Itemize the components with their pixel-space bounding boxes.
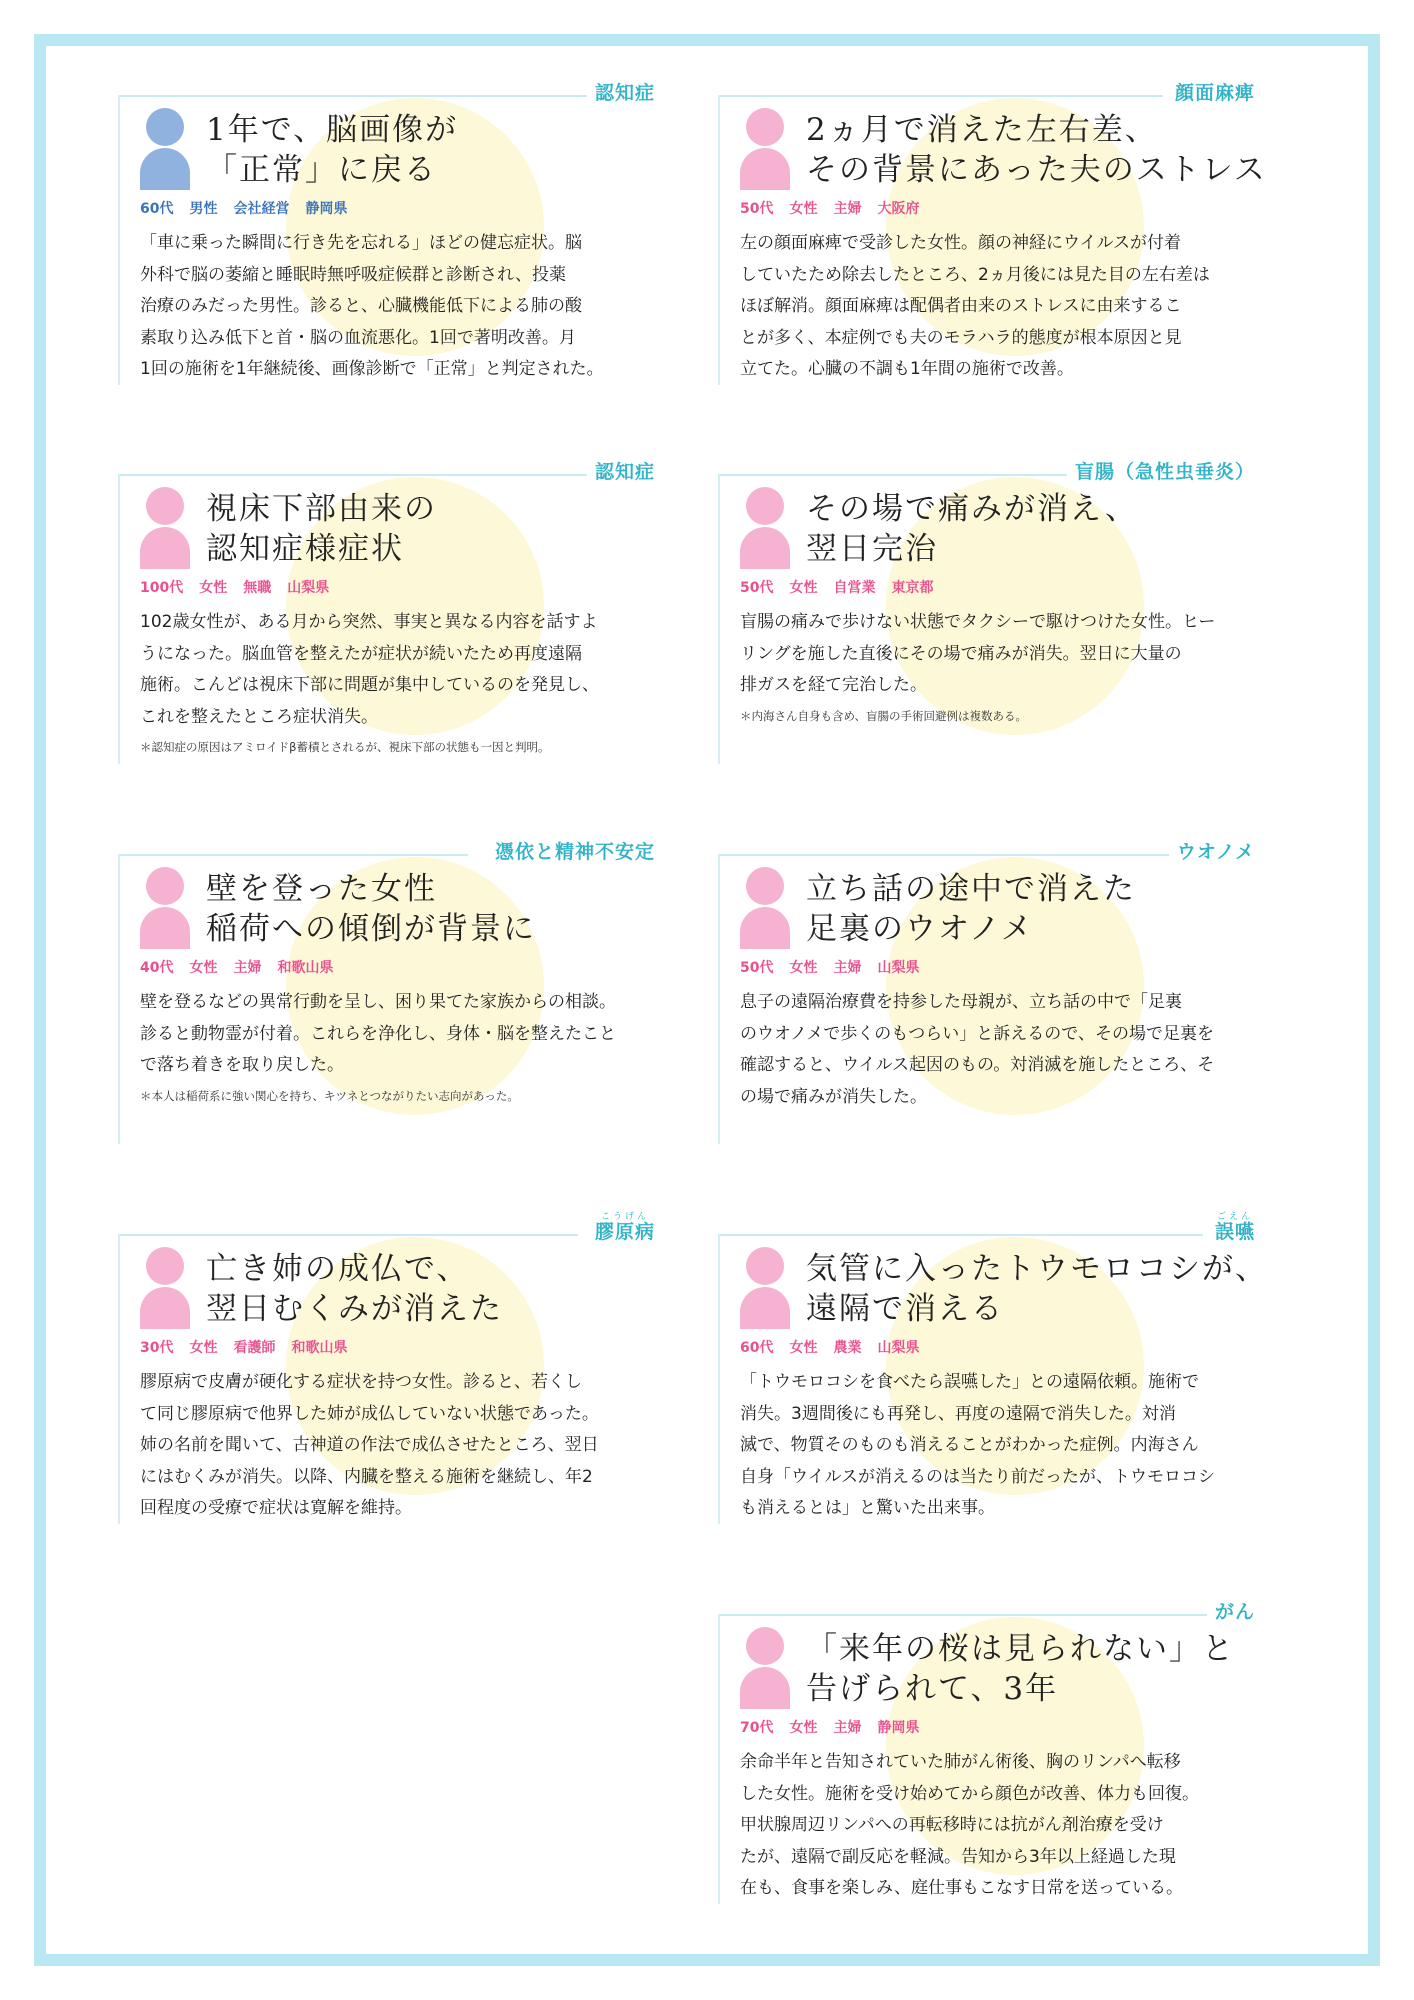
case-description bbox=[140, 1367, 665, 1525]
condition-tag-label: 盲腸（急性虫垂炎） bbox=[1074, 461, 1255, 483]
patient-info bbox=[140, 957, 349, 977]
case-description-line: 確認すると、ウイルス起因のもの。対消滅を施したところ、そ bbox=[740, 1055, 1215, 1075]
person-head bbox=[746, 1627, 784, 1665]
case-title bbox=[806, 1629, 1235, 1709]
person-body bbox=[740, 907, 790, 949]
case-title-line: 壁を登った女性 bbox=[206, 871, 437, 907]
patient-info-item: 女性 bbox=[789, 201, 818, 217]
case-description bbox=[140, 607, 665, 733]
female-person-icon bbox=[140, 867, 190, 949]
patient-info-item: 看護師 bbox=[233, 1340, 276, 1356]
case-description-line: うになった。脳血管を整えたが症状が続いたため再度遠隔 bbox=[140, 643, 582, 664]
patient-info-item: 女性 bbox=[199, 580, 228, 596]
header-rule bbox=[118, 1234, 578, 1236]
patient-info-item: 女性 bbox=[189, 1340, 218, 1356]
header-rule bbox=[718, 1234, 1203, 1236]
case-title-line: 立ち話の途中で消えた bbox=[806, 871, 1136, 907]
case-description-line: 壁を登るなどの異常行動を呈し、困り果てた家族からの相談。 bbox=[140, 992, 616, 1012]
patient-info-item: 山梨県 bbox=[287, 580, 330, 596]
case-card bbox=[718, 837, 1273, 1147]
case-description-line: リングを施した直後にその場で痛みが消失。翌日に大量の bbox=[740, 643, 1182, 664]
patient-info-item: 大阪府 bbox=[877, 201, 920, 217]
female-person-icon bbox=[740, 1247, 790, 1329]
condition-tag-label: 認知症 bbox=[594, 461, 655, 483]
case-card bbox=[718, 1212, 1273, 1527]
case-footnote: ＊認知症の原因はアミロイドβ蓄積とされるが、視床下部の状態も一因と判明。 bbox=[140, 740, 550, 754]
case-description-line: これを整えたところ症状消失。 bbox=[140, 706, 378, 727]
condition-tag bbox=[487, 837, 655, 864]
patient-info-item: 女性 bbox=[789, 1720, 818, 1736]
side-rule bbox=[118, 474, 120, 764]
header-rule bbox=[718, 95, 1163, 97]
case-title-line: 気管に入ったトウモロコシが、 bbox=[806, 1251, 1268, 1287]
case-description-line: 102歳女性が、ある月から突然、事実と異なる内容を話すよ bbox=[140, 612, 598, 632]
patient-info-item: 山梨県 bbox=[877, 1340, 920, 1356]
case-description-line: 余命半年と告知されていた肺がん術後、胸のリンパへ転移 bbox=[740, 1752, 1181, 1772]
side-rule bbox=[718, 474, 720, 764]
patient-info-item: 女性 bbox=[789, 960, 818, 976]
patient-info-item: 100代 bbox=[140, 580, 184, 596]
case-description-line: ほぼ解消。顔面麻痺は配偶者由来のストレスに由来するこ bbox=[740, 296, 1182, 316]
patient-info-item: 70代 bbox=[740, 1720, 774, 1736]
person-body bbox=[140, 527, 190, 569]
patient-info bbox=[140, 577, 345, 597]
patient-info-item: 静岡県 bbox=[877, 1720, 920, 1736]
side-rule bbox=[718, 1234, 720, 1524]
case-description-line: 立てた。心臓の不調も1年間の施術で改善。 bbox=[740, 359, 1074, 379]
case-description-line: 1回の施術を1年継続後、画像診断で「正常」と判定された。 bbox=[140, 359, 604, 379]
condition-tag bbox=[1167, 78, 1255, 105]
condition-tag bbox=[587, 457, 655, 484]
patient-info-item: 主婦 bbox=[833, 960, 862, 976]
case-description-line: 外科で脳の萎縮と睡眠時無呼吸症候群と診断され、投薬 bbox=[140, 264, 567, 285]
case-description-line: たが、遠隔で副反応を軽減。告知から3年以上経過した現 bbox=[740, 1846, 1176, 1867]
case-description-line: 治療のみだった男性。診ると、心臓機能低下による肺の酸 bbox=[140, 296, 582, 316]
person-body bbox=[140, 148, 190, 190]
header-rule bbox=[118, 474, 593, 476]
patient-info-item: 東京都 bbox=[891, 580, 934, 596]
case-description-line: にはむくみが消失。以降、内臓を整える施術を継続し、年2 bbox=[140, 1466, 593, 1487]
side-rule bbox=[118, 854, 120, 1144]
case-title-line: その場で痛みが消え、 bbox=[806, 491, 1138, 527]
case-description-line: 盲腸の痛みで歩けない状態でタクシーで駆けつけた女性。ヒー bbox=[740, 612, 1216, 632]
patient-info-item: 主婦 bbox=[833, 1720, 862, 1736]
case-description-line: 回程度の受療で症状は寛解を維持。 bbox=[140, 1498, 412, 1518]
condition-tag bbox=[1207, 1597, 1255, 1624]
patient-info bbox=[140, 1337, 363, 1357]
patient-info bbox=[740, 957, 935, 977]
header-rule bbox=[118, 95, 593, 97]
patient-info-item: 主婦 bbox=[833, 201, 862, 217]
case-card bbox=[718, 457, 1273, 767]
patient-info-item: 60代 bbox=[740, 1340, 774, 1356]
patient-info-item: 無職 bbox=[243, 580, 272, 596]
side-rule bbox=[118, 95, 120, 385]
patient-info bbox=[740, 1717, 935, 1737]
patient-info-item: 静岡県 bbox=[305, 201, 348, 217]
furigana: こうげん bbox=[600, 1212, 649, 1222]
patient-info-item: 40代 bbox=[140, 960, 174, 976]
case-title-line: 視床下部由来の bbox=[206, 491, 437, 527]
furigana: ごえん bbox=[1216, 1212, 1253, 1222]
patient-info bbox=[740, 1337, 935, 1357]
case-description-line: 膠原病で皮膚が硬化する症状を持つ女性。診ると、若くし bbox=[140, 1372, 582, 1392]
header-rule bbox=[718, 854, 1183, 856]
person-body bbox=[140, 1287, 190, 1329]
person-head bbox=[146, 1247, 184, 1285]
case-description-line: のウオノメで歩くのもつらい」と訴えるので、その場で足裏を bbox=[740, 1023, 1214, 1044]
case-card bbox=[118, 837, 673, 1147]
case-title-line: 「正常」に戻る bbox=[206, 152, 437, 188]
patient-info bbox=[140, 198, 363, 218]
patient-info-item: 農業 bbox=[833, 1340, 862, 1356]
case-title-line: 1年で、脳画像が bbox=[206, 112, 459, 148]
condition-tag-label: ウオノメ bbox=[1176, 841, 1255, 863]
case-title bbox=[806, 110, 1267, 190]
case-title bbox=[806, 489, 1138, 569]
case-title-line: 「来年の桜は見られない」と bbox=[806, 1631, 1235, 1667]
person-head bbox=[746, 108, 784, 146]
person-body bbox=[140, 907, 190, 949]
case-description-line: 「トウモロコシを食べたら誤嚥した」との遠隔依頼。施術で bbox=[740, 1372, 1199, 1392]
case-description-line: 素取り込み低下と首・脳の血流悪化。1回で著明改善。月 bbox=[140, 327, 576, 348]
header-rule bbox=[718, 474, 1073, 476]
female-person-icon bbox=[140, 1247, 190, 1329]
person-head bbox=[146, 487, 184, 525]
case-title-line: 遠隔で消える bbox=[806, 1291, 1004, 1327]
case-title bbox=[806, 869, 1136, 949]
patient-info-item: 会社経営 bbox=[233, 201, 290, 217]
condition-tag bbox=[587, 1212, 655, 1244]
patient-info-item: 女性 bbox=[789, 1340, 818, 1356]
female-person-icon bbox=[740, 108, 790, 190]
patient-info-item: 50代 bbox=[740, 960, 774, 976]
case-description-line: 「車に乗った瞬間に行き先を忘れる」ほどの健忘症状。脳 bbox=[140, 233, 582, 253]
condition-tag bbox=[1169, 837, 1255, 864]
case-description-line: 左の顔面麻痺で受診した女性。顔の神経にウイルスが付着 bbox=[740, 233, 1181, 253]
case-title bbox=[206, 489, 437, 569]
case-card bbox=[718, 1597, 1273, 1907]
person-head bbox=[146, 867, 184, 905]
case-title-line: 翌日完治 bbox=[806, 531, 938, 567]
case-description bbox=[740, 1367, 1265, 1525]
person-head bbox=[746, 487, 784, 525]
patient-info-item: 主婦 bbox=[233, 960, 262, 976]
case-description bbox=[740, 987, 1265, 1113]
case-description bbox=[140, 228, 665, 386]
female-person-icon bbox=[740, 487, 790, 569]
patient-info bbox=[740, 198, 935, 218]
case-description-line: 診ると動物霊が付着。これらを浄化し、身体・脳を整えたこと bbox=[140, 1023, 616, 1044]
person-body bbox=[740, 1287, 790, 1329]
case-description-line: とが多く、本症例でも夫のモラハラ的態度が根本原因と見 bbox=[740, 327, 1182, 348]
condition-tag-label: 顔面麻痺 bbox=[1174, 82, 1255, 104]
male-person-icon bbox=[140, 108, 190, 190]
patient-info-item: 女性 bbox=[189, 960, 218, 976]
patient-info-item: 50代 bbox=[740, 201, 774, 217]
case-description-line: 自身「ウイルスが消えるのは当たり前だったが、トウモロコシ bbox=[740, 1466, 1215, 1487]
patient-info-item: 山梨県 bbox=[877, 960, 920, 976]
female-person-icon bbox=[740, 867, 790, 949]
person-head bbox=[746, 1247, 784, 1285]
case-title bbox=[806, 1249, 1268, 1329]
case-description-line: で落ち着きを取り戻した。 bbox=[140, 1055, 344, 1075]
patient-info-item: 和歌山県 bbox=[291, 1340, 348, 1356]
case-title bbox=[206, 110, 458, 190]
person-body bbox=[740, 527, 790, 569]
case-title-line: 認知症様症状 bbox=[206, 531, 404, 567]
case-description-line: の場で痛みが消失した。 bbox=[740, 1086, 927, 1107]
person-head bbox=[746, 867, 784, 905]
case-title-line: その背景にあった夫のストレス bbox=[806, 152, 1267, 188]
case-title bbox=[206, 869, 536, 949]
person-head bbox=[146, 108, 184, 146]
case-description-line: 消失。3週間後にも再発し、再度の遠隔で消失した。対消 bbox=[740, 1403, 1176, 1424]
case-description-line: 排ガスを経て完治した。 bbox=[740, 675, 927, 695]
condition-tag bbox=[587, 78, 655, 105]
case-description bbox=[140, 987, 665, 1082]
patient-info-item: 女性 bbox=[789, 580, 818, 596]
female-person-icon bbox=[740, 1627, 790, 1709]
condition-tag-label: 認知症 bbox=[594, 82, 655, 104]
case-title-line: 亡き姉の成仏で、 bbox=[206, 1251, 470, 1287]
patient-info bbox=[740, 577, 949, 597]
case-title-line: 足裏のウオノメ bbox=[806, 911, 1034, 947]
case-description bbox=[740, 607, 1265, 702]
case-footnote: ＊本人は稲荷系に強い関心を持ち、キツネとつながりたい志向があった。 bbox=[140, 1088, 519, 1103]
person-body bbox=[740, 148, 790, 190]
case-title-line: 稲荷への傾倒が背景に bbox=[206, 911, 536, 947]
condition-tag bbox=[1207, 1212, 1255, 1244]
condition-tag-label: 憑依と精神不安定 bbox=[494, 841, 655, 863]
side-rule bbox=[718, 1614, 720, 1904]
case-description-line: 滅で、物質そのものも消えることがわかった症例。内海さん bbox=[740, 1435, 1199, 1455]
condition-tag-label: 膠原病 こうげん bbox=[595, 1221, 655, 1243]
condition-tag-label: 誤嚥 ごえん bbox=[1215, 1221, 1255, 1243]
side-rule bbox=[118, 1234, 120, 1524]
patient-info-item: 50代 bbox=[740, 580, 774, 596]
case-description-line: も消えるとは」と驚いた出来事。 bbox=[740, 1498, 995, 1518]
case-title-line: 告げられて、3年 bbox=[806, 1671, 1059, 1707]
side-rule bbox=[718, 854, 720, 1144]
header-rule bbox=[718, 1614, 1208, 1616]
case-title-line: 2ヵ月で消えた左右差、 bbox=[806, 112, 1158, 148]
condition-tag bbox=[1067, 457, 1255, 484]
female-person-icon bbox=[140, 487, 190, 569]
case-description-line: 施術。こんどは視床下部に問題が集中しているのを発見し、 bbox=[140, 675, 599, 695]
case-description-line: した女性。施術を受け始めてから顔色が改善、体力も回復。 bbox=[740, 1783, 1199, 1804]
patient-info-item: 30代 bbox=[140, 1340, 174, 1356]
case-title-line: 翌日むくみが消えた bbox=[206, 1291, 503, 1327]
case-description bbox=[740, 1747, 1265, 1905]
case-card bbox=[118, 457, 673, 767]
header-rule bbox=[118, 854, 468, 856]
condition-tag-label: がん bbox=[1214, 1601, 1255, 1623]
patient-info-item: 男性 bbox=[189, 201, 218, 217]
case-title bbox=[206, 1249, 503, 1329]
patient-info-item: 自営業 bbox=[833, 580, 876, 596]
person-body bbox=[740, 1667, 790, 1709]
patient-info-item: 60代 bbox=[140, 201, 174, 217]
case-description-line: 姉の名前を聞いて、古神道の作法で成仏させたところ、翌日 bbox=[140, 1435, 599, 1455]
case-description bbox=[740, 228, 1265, 386]
side-rule bbox=[718, 95, 720, 385]
case-description-line: していたため除去したところ、2ヵ月後には見た目の左右差は bbox=[740, 264, 1210, 285]
case-description-line: 息子の遠隔治療費を持参した母親が、立ち話の中で「足裏 bbox=[740, 992, 1182, 1012]
case-footnote: ＊内海さん自身も含め、盲腸の手術回避例は複数ある。 bbox=[740, 708, 1028, 723]
case-description-line: 在も、食事を楽しみ、庭仕事もこなす日常を送っている。 bbox=[740, 1878, 1184, 1898]
case-card bbox=[118, 1212, 673, 1527]
patient-info-item: 和歌山県 bbox=[277, 960, 334, 976]
case-card bbox=[718, 78, 1273, 388]
case-card bbox=[118, 78, 673, 388]
case-description-line: 甲状腺周辺リンパへの再転移時には抗がん剤治療を受け bbox=[740, 1815, 1164, 1835]
case-description-line: て同じ膠原病で他界した姉が成仏していない状態であった。 bbox=[140, 1403, 599, 1424]
